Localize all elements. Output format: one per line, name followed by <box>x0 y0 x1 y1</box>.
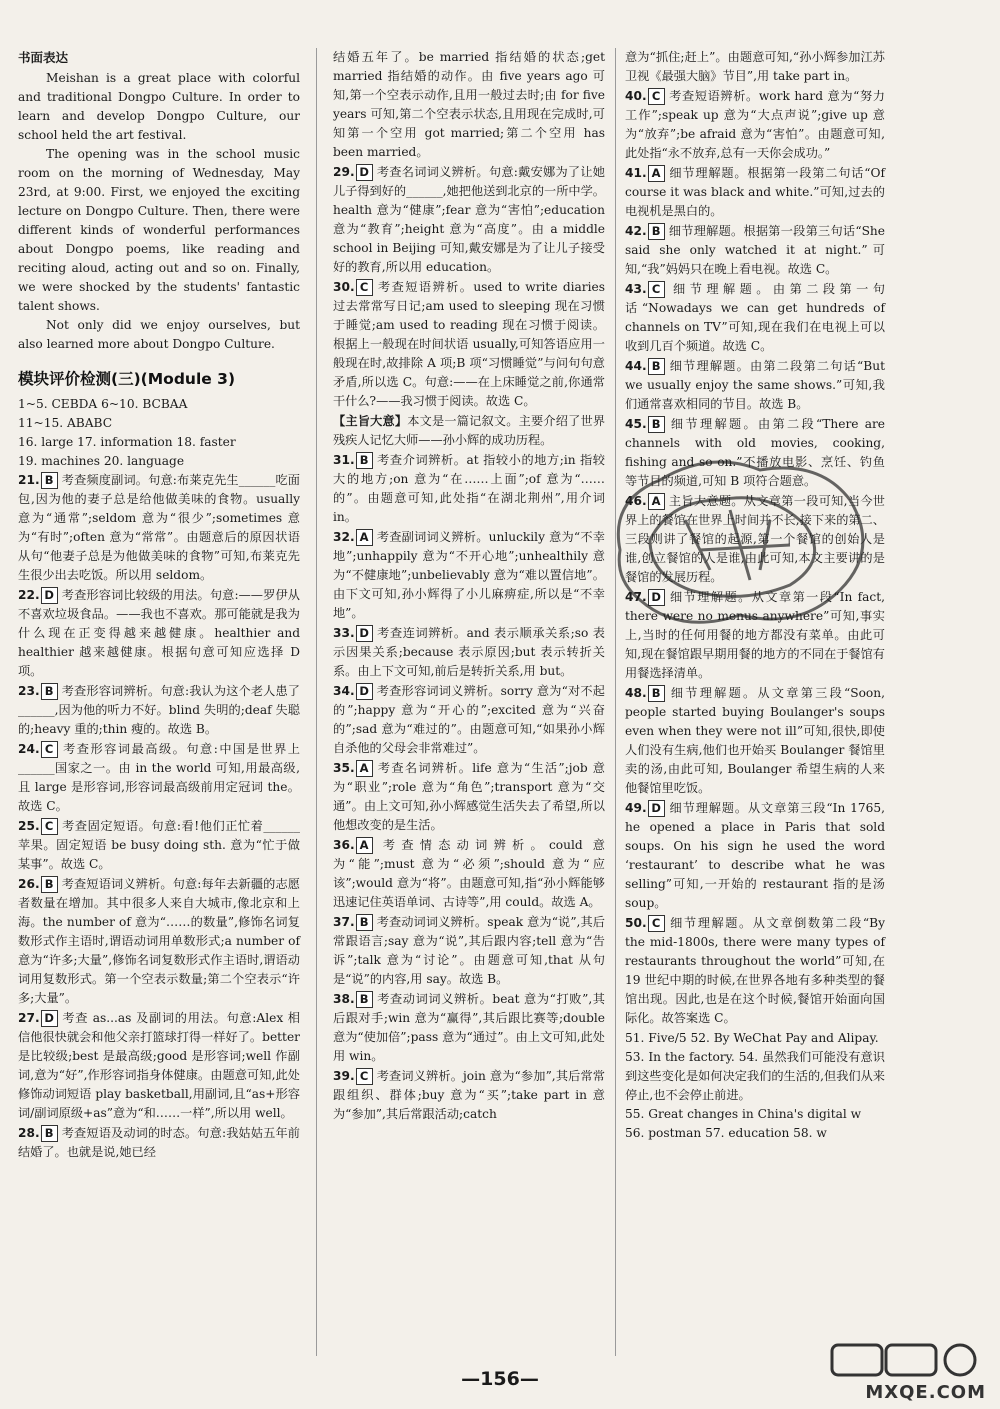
explanation-text: 细节理解题。从文章第三段“In 1765, he opened a place in Paris that sold soups. On his sign he used the word ‘restaurant’ to describe what he was selling”可知,一开始的 restaurant 指的是汤 soup。 <box>625 801 885 910</box>
explanation-text: 细节理解题。由第二段第二句话“But we usually enjoy the same shows.”可知,我们通常喜欢相同的节目。故选 B。 <box>625 359 885 411</box>
question-item <box>625 164 885 221</box>
question-number: 39. <box>333 1069 355 1083</box>
explanation-text: 细节理解题。根据第一段第二句话“Of course it was black and white.”可知,过去的电视机是黑白的。 <box>625 166 885 218</box>
explanation-text: 考查短语词义辨析。句意:每年去新疆的志愿者数量在增加。其中很多人来自大城市,像北京和上海。the number of 意为“……的数量”,修饰名词复数形式作主语时,谓语动词用单数形式;a number of 意为“许多;大量”,修饰名词复数形式作主语时,谓语动词用复数形式。第一个空表示数量;第二个空表示“许多;大量”。 <box>18 877 300 1005</box>
explanation-text: 细节理解题。从文章倒数第二段“By the mid-1800s, there were many types of restaurants throughout the world”可知,在 19 世纪中期的时候,在世界各地有多种类型的餐馆出现。因此,也是在这个时候,餐馆开始面向国际化。故答案选 C。 <box>625 916 885 1025</box>
essay-paragraph: Meishan is a great place with colorful and traditional Dongpo Culture. In order to learn and develop Dongpo Culture, our school held the art festival. <box>18 71 300 142</box>
answer-letter-box: C <box>356 1068 373 1085</box>
question-item <box>18 817 300 874</box>
question-list <box>18 471 300 1162</box>
question-item <box>333 278 605 411</box>
answer-letter-box: C <box>41 818 58 835</box>
answer-line: 16. large 17. information 18. faster <box>18 435 236 449</box>
question-number: 37. <box>333 915 355 929</box>
answer-letter-box: D <box>648 589 665 606</box>
explanation-text: 细节理解题。根据第一段第三句话“She said she only watched it at night.”可知,“我”妈妈只在晚上看电视。故选 C。 <box>625 224 885 276</box>
explanation-text: 考查 as...as 及副词的用法。句意:Alex 相信他很快就会和他父亲打篮球打得一样好了。better 是比较级;best 是最高级;good 是形容词;well 作副词,意为“好”,作形容词指身体健康。由题意可知,此处修饰动词短语 play basketball,用副词,且“as+形容词/副词原级+as”意为“和……一样”,所以用 well。 <box>18 1011 300 1120</box>
question-number: 23. <box>18 684 40 698</box>
explanation-text: 主旨大意题。从文章第一段可知,当今世界上的餐馆在世界上时间并不长,接下来的第二、三段则讲了餐馆的起源,第一个餐馆的创始人是谁,创立餐馆的人是谁,由此可知,本文主要讲的是餐馆的发展历程。 <box>625 494 885 584</box>
question-number: 26. <box>18 877 40 891</box>
answer-letter-box: D <box>356 164 373 181</box>
explanation-text: 考查短语辨析。used to write diaries 过去常常写日记;am used to sleeping 现在习惯于睡觉;am used to reading 现在习惯于阅读。根据上一般现在时间状语 usually,可知答语应用一般现在时,故排除 A 项;B 项“习惯睡觉”与问句句意矛盾,所以选 C。句意:——在上床睡觉之前,你通常干什么?——我习惯于阅读。故选 C。 <box>333 280 605 408</box>
question-item <box>333 163 605 277</box>
explanation-text: 考查情态动词辨析。could 意为“能”;must 意为“必须”;should 意为“应该”;would 意为“将”。由题意可知,指“孙小辉能够迅速记住英语单词、古诗等”,用 could。故选 A。 <box>333 838 605 909</box>
explanation-text: 考查频度副词。句意:布莱克先生______吃面包,因为他的妻子总是给他做美味的食物。usually 意为“通常”;seldom 意为“很少”;sometimes 意为“有时”;often 意为“常常”。由题意后的原因状语从句“他妻子总是为他做美味的食物”可知,布莱克先生很少出去吃饭。所以用 seldom。 <box>18 473 300 582</box>
question-item <box>333 990 605 1066</box>
answer-letter-box: C <box>648 88 665 105</box>
question-item <box>18 1009 300 1123</box>
answer-letter-box: D <box>648 800 665 817</box>
answer-letter-box: C <box>648 915 665 932</box>
answer-letter-box: A <box>356 760 373 777</box>
section-title: 模块评价检测(三)(Module 3) <box>18 370 236 388</box>
question-number: 27. <box>18 1011 40 1025</box>
answer-line: 19. machines 20. language <box>18 454 185 468</box>
answer-letter-box: C <box>356 279 373 296</box>
summary-text: 本文是一篇记叙文。主要介绍了世界残疾人记忆大师——孙小辉的成功历程。 <box>333 414 606 447</box>
column-middle <box>333 48 605 1125</box>
question-number: 28. <box>18 1126 40 1140</box>
question-number: 47. <box>625 590 647 604</box>
answer-letter-box: A <box>648 165 665 182</box>
answer-line: 51. Five/5 52. By WeChat Pay and Alipay. <box>625 1031 879 1045</box>
answer-letter-box: B <box>648 416 665 433</box>
question-number: 31. <box>333 453 355 467</box>
answer-letter-box: B <box>648 358 665 375</box>
question-number: 43. <box>625 282 647 296</box>
answer-letter-box: D <box>356 625 373 642</box>
answer-letter-box: A <box>356 837 373 854</box>
question-number: 50. <box>625 916 647 930</box>
answer-letter-box: B <box>356 452 373 469</box>
question-number: 41. <box>625 166 647 180</box>
answer-letter-box: B <box>356 914 373 931</box>
essay-paragraph: The opening was in the school music room on the morning of Wednesday, May 23rd, at 9:00. First, we enjoyed the exciting lecture on Dongpo Culture. Then, there were different kinds of wonderful performances about Dongpo poems, like reading and reciting aloud, acting out and so on. Finally, we were shocked by the students' fantastic talent shows. <box>18 147 300 313</box>
question-item <box>333 836 605 912</box>
column-left <box>18 48 300 1163</box>
explanation-text: 考查词义辨析。join 意为“参加”,其后常常跟组织、群体;buy 意为“买”;take part in 意为“参加”,其后常跟活动;catch <box>333 1069 605 1121</box>
explanation-text: 考查介词辨析。at 指较小的地方;in 指较大的地方;on 意为“在……上面”;of 意为“……的”。由题意可知,此处指“在湖北荆州”,用介词 in。 <box>333 453 605 524</box>
explanation-text: 考查形容词辨析。句意:我认为这个老人患了______,因为他的听力不好。blind 失明的;deaf 失聪的;heavy 重的;thin 瘦的。故选 B。 <box>18 684 300 736</box>
question-number: 45. <box>625 417 647 431</box>
answer-letter-box: D <box>356 683 373 700</box>
explanation-text: 考查连词辨析。and 表示顺承关系;so 表示因果关系;because 表示原因;but 表示转折关系。由上下文可知,前后是转折关系,用 but。 <box>333 626 605 678</box>
stamp-watermark-icon <box>590 440 890 640</box>
explanation-text: 考查动词词义辨析。speak 意为“说”,其后常跟语言;say 意为“说”,其后跟内容;tell 意为“告诉”;talk 意为“讨论”。由题意可知,that 从句是“说”的内容,用 say。故选 B。 <box>333 915 605 986</box>
question-item <box>625 914 885 1028</box>
question-number: 30. <box>333 280 355 294</box>
continued-text: 结婚五年了。be married 指结婚的状态;get married 指结婚的动作。由 five years ago 可知,第一个空表示动作,且用一般过去时;由 for five years 可知,第二个空表示状态,且用现在完成时,可知第一个空用 got married;第二个空用 has been married。 <box>333 50 605 159</box>
explanation-text: 考查副词词义辨析。unluckily 意为“不幸地”;unhappily 意为“不开心地”;unhealthily 意为“不健康地”;unbelievably 意为“难以置信地”。由下文可知,孙小辉得了小儿麻痹症,所以是“不幸地”。 <box>333 530 605 620</box>
question-number: 35. <box>333 761 355 775</box>
question-number: 32. <box>333 530 355 544</box>
answer-line: 55. Great changes in China's digital w <box>625 1107 862 1121</box>
answer-letter-box: B <box>41 1125 58 1142</box>
question-item <box>18 740 300 816</box>
column-divider <box>615 48 616 1356</box>
question-number: 29. <box>333 165 355 179</box>
question-number: 25. <box>18 819 40 833</box>
question-number: 21. <box>18 473 40 487</box>
question-item <box>333 451 605 527</box>
question-number: 46. <box>625 494 647 508</box>
explanation-text: 考查短语及动词的时态。句意:我姑姑五年前结婚了。也就是说,她已经 <box>18 1126 300 1159</box>
answer-letter-box: C <box>648 281 665 298</box>
question-item <box>18 586 300 681</box>
question-item <box>18 682 300 739</box>
answer-line: 56. postman 57. education 58. w <box>625 1126 827 1140</box>
page-number: —156— <box>461 1368 539 1390</box>
answer-letter-box: B <box>41 683 58 700</box>
question-item <box>625 280 885 356</box>
explanation-text: 细节理解题。从文章第三段“Soon, people started buying Boulanger's soups even when they were not ill”可知,很快,即使人们没有生病,他们也开始买 Boulanger 餐馆里卖的汤,由此可知, Boulanger 希望生病的人来他餐馆里吃饭。 <box>625 686 885 795</box>
question-number: 36. <box>333 838 355 852</box>
answer-letter-box: C <box>41 741 58 758</box>
continued-text: 意为“抓住;赶上”。由题意可知,“孙小辉参加江苏卫视《最强大脑》节目”,用 take part in。 <box>625 50 885 83</box>
answer-line: 1~5. CEBDA 6~10. BCBAA <box>18 397 188 411</box>
question-item <box>625 357 885 414</box>
question-number: 33. <box>333 626 355 640</box>
explanation-text: 细节理解题。由第二段第一句话“Nowadays we can get hundreds of channels on TV”可知,现在我们在电视上可以收到几百个频道。故选 C。 <box>625 282 885 353</box>
answer-line: 53. In the factory. 54. 虽然我们可能没有意识到这些变化是如何决定我们的生活的,但我们从来停止,也不会停止前进。 <box>625 1050 885 1102</box>
answer-letter-box: B <box>648 223 665 240</box>
question-number: 40. <box>625 89 647 103</box>
question-item <box>18 875 300 1008</box>
essay-paragraph: Not only did we enjoy ourselves, but also learned more about Dongpo Culture. <box>18 318 300 351</box>
answer-letter-box: D <box>41 1010 58 1027</box>
answer-letter-box: B <box>41 876 58 893</box>
question-number: 22. <box>18 588 40 602</box>
question-item <box>625 799 885 913</box>
answer-letter-box: A <box>648 493 665 510</box>
question-item <box>333 759 605 835</box>
question-item <box>333 913 605 989</box>
question-list <box>333 163 605 411</box>
explanation-text: 考查短语辨析。work hard 意为“努力工作”;speak up 意为“大点声说”;give up 意为“放弃”;be afraid 意为“害怕”。由题意可知,此处指“永不放弃,总有一天你会成功。” <box>625 89 885 160</box>
answer-line: 11~15. ABABC <box>18 416 113 430</box>
explanation-text: 考查固定短语。句意:看!他们正忙着______苹果。固定短语 be busy doing sth. 意为“忙于做某事”。故选 C。 <box>18 819 300 871</box>
question-number: 42. <box>625 224 647 238</box>
question-item <box>333 682 605 758</box>
explanation-text: 考查名词辨析。life 意为“生活”;job 意为“职业”;role 意为“角色”;transport 意为“交通”。由上文可知,孙小辉感觉生活失去了希望,所以他想改变的是生活。 <box>333 761 605 832</box>
question-number: 44. <box>625 359 647 373</box>
answer-letter-box: D <box>41 587 58 604</box>
question-item <box>333 528 605 623</box>
explanation-text: 考查形容词最高级。句意:中国是世界上______国家之一。由 in the world 可知,用最高级,且 large 是形容词,形容词最高级前用定冠词 the。故选 C。 <box>18 742 300 813</box>
explanation-text: 考查形容词比较级的用法。句意:——罗伊从不喜欢垃圾食品。——我也不喜欢。那可能就是我为什么现在正变得越来越健康。healthier and healthier 越来越健康。根据句意可知应选择 D 项。 <box>18 588 300 678</box>
question-number: 34. <box>333 684 355 698</box>
question-item <box>333 624 605 681</box>
question-item <box>333 1067 605 1124</box>
question-number: 38. <box>333 992 355 1006</box>
summary-tag: 【主旨大意】 <box>333 414 408 428</box>
explanation-text: 细节理解题。从文章第一段“In fact, there were no menus anywhere”可知,事实上,当时的任何用餐的地方都没有菜单。由此可知,现在餐馆跟早期用餐的地方的不同在于餐馆有用餐选择清单。 <box>625 590 885 680</box>
explanation-text: 细节理解题。由第二段“There are channels with old movies, cooking, fishing and so on.”不播放电影、烹饪、钓鱼等节目的频道,可知 B 项符合题意。 <box>625 417 885 488</box>
question-item <box>18 1124 300 1162</box>
explanation-text: 考查形容词词义辨析。sorry 意为“对不起的”;happy 意为“开心的”;excited 意为“兴奋的”;sad 意为“难过的”。由题意可知,“如果孙小辉自杀他的父母会非常难过”。 <box>333 684 605 755</box>
question-item <box>625 684 885 798</box>
explanation-text: 考查名词词义辨析。句意:戴安娜为了让她儿子得到好的______,她把他送到北京的一所中学。health 意为“健康”;fear 意为“害怕”;education 意为“教育”;height 意为“高度”。由 a middle school in Beijing 可知,戴安娜是为了让儿子接受好的教育,所以用 education。 <box>333 165 605 274</box>
answer-letter-box: B <box>648 685 665 702</box>
question-item <box>625 222 885 279</box>
question-number: 49. <box>625 801 647 815</box>
question-number: 24. <box>18 742 40 756</box>
answer-letter-box: A <box>356 529 373 546</box>
question-item <box>625 87 885 163</box>
column-divider <box>316 48 317 1356</box>
site-logo-text: MXQE.COM <box>865 1382 986 1403</box>
writing-heading: 书面表达 <box>18 50 69 65</box>
answer-letter-box: B <box>356 991 373 1008</box>
question-list <box>333 451 605 1124</box>
summary-block <box>333 412 605 450</box>
answer-letter-box: B <box>41 472 58 489</box>
explanation-text: 考查动词词义辨析。beat 意为“打败”,其后跟对手;win 意为“赢得”,其后跟比赛等;double 意为“使加倍”;pass 意为“通过”。由上文可知,此处用 win。 <box>333 992 605 1063</box>
question-number: 48. <box>625 686 647 700</box>
question-item <box>18 471 300 585</box>
